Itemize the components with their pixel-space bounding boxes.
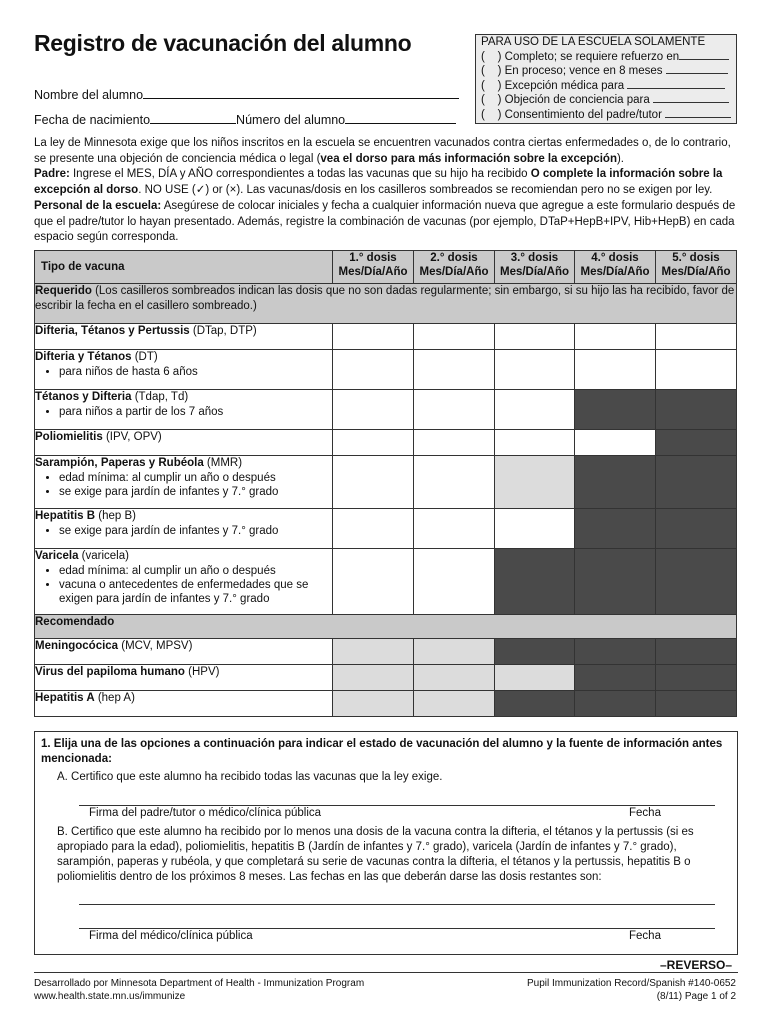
dose-cell-not-given[interactable] (575, 390, 656, 430)
birth-date-label: Fecha de nacimiento (34, 113, 151, 127)
office-item-conscientious-objection[interactable]: ( ) Objeción de conciencia para (481, 93, 731, 108)
col-dose-3: 3.° dosis Mes/Día/Año (495, 251, 575, 284)
vaccine-name: Difteria, Tétanos y Pertussis (DTap, DTP) (35, 324, 333, 350)
footer-developer: Desarrollado por Minnesota Department of Health - Immunization Program (34, 978, 365, 989)
date-b-label: Fecha (629, 930, 661, 942)
dose-cell-optional[interactable] (495, 665, 575, 691)
office-item-complete[interactable]: ( ) Completo; se requiere refuerzo en (481, 50, 731, 65)
vaccine-name: Hepatitis A (hep A) (35, 691, 333, 717)
dose-cell[interactable] (575, 324, 656, 350)
dose-cell-not-given[interactable] (656, 691, 737, 717)
dose-cell-not-given[interactable] (656, 430, 737, 456)
table-row (35, 324, 737, 350)
office-item-parent-consent[interactable]: ( ) Consentimiento del padre/tutor (481, 108, 731, 123)
col-dose-1: 1.° dosis Mes/Día/Año (333, 251, 414, 284)
dose-cell[interactable] (414, 549, 495, 615)
footer-left (34, 977, 364, 1003)
dose-cell-not-given[interactable] (656, 549, 737, 615)
table-row (35, 509, 737, 549)
student-name-line[interactable] (143, 86, 459, 99)
dose-cell-not-given[interactable] (656, 456, 737, 509)
reverse-side-note: –REVERSO– (660, 958, 733, 972)
dose-cell[interactable] (333, 390, 414, 430)
dose-cell[interactable] (495, 350, 575, 390)
footer-divider (34, 972, 738, 973)
dose-cell[interactable] (333, 350, 414, 390)
birth-date-field[interactable] (34, 111, 456, 127)
dose-cell[interactable] (414, 324, 495, 350)
required-section-label: Requerido (Los casilleros sombreados indican las dosis que no son dadas regularmente; sin embargo, si su hijo las ha recibido, favor de escribir la fecha en el casillero sombreado.) (35, 284, 737, 324)
vaccine-name: Difteria y Tétanos (DT) • para niños de hasta 6 años (35, 350, 333, 390)
table-row (35, 430, 737, 456)
col-vaccine-type: Tipo de vacuna (35, 251, 333, 284)
page-title: Registro de vacunación del alumno (34, 30, 412, 56)
vaccine-name: Virus del papiloma humano (HPV) (35, 665, 333, 691)
office-item-medical-exemption[interactable]: ( ) Excepción médica para (481, 79, 731, 94)
signature-b-label: Firma del médico/clínica pública (89, 930, 253, 942)
option-b-text: B. Certifico que este alumno ha recibido por lo menos una dosis de la vacuna contra la difteria, el tétanos y la pertussis (si es apropiado para la edad), poliomielitis, hepatitis B (Jardín de infantes y 7.° grado), varicela (Jardín de infantes y 7.° grado), sarampión, paperas y rubéola, y que completará su serie de vacunas contra la difteria, el tétanos y la pertussis, hepatitis B o poliomielitis dentro de los próximos 8 meses. Las fechas en las que deberán darse las dosis restantes son: (57, 826, 694, 883)
table-row (35, 665, 737, 691)
dose-cell[interactable] (495, 430, 575, 456)
dose-cell-optional[interactable] (333, 665, 414, 691)
vaccination-status-section (34, 731, 738, 955)
signature-a-line[interactable] (79, 805, 715, 806)
dose-cell-not-given[interactable] (575, 639, 656, 665)
dose-cell[interactable] (333, 549, 414, 615)
vaccine-name: Varicela (varicela) • edad mínima: al cumplir un año o después • vacuna o antecedentes de enfermedades que se exigen para jardín de infantes y 7.° grado (35, 549, 333, 615)
col-dose-5: 5.° dosis Mes/Día/Año (656, 251, 737, 284)
dose-cell[interactable] (414, 350, 495, 390)
dose-cell[interactable] (495, 324, 575, 350)
school-use-heading: PARA USO DE LA ESCUELA SOLAMENTE (481, 36, 706, 48)
table-header-row (35, 251, 737, 284)
school-use-box (475, 34, 737, 124)
table-row (35, 691, 737, 717)
dose-cell-optional[interactable] (414, 665, 495, 691)
col-dose-4: 4.° dosis Mes/Día/Año (575, 251, 656, 284)
dose-cell-not-given[interactable] (575, 665, 656, 691)
table-row (35, 390, 737, 430)
required-section-row (35, 284, 737, 324)
table-row (35, 549, 737, 615)
footer-url: www.health.state.mn.us/immunize (34, 991, 186, 1002)
parent-paragraph: Padre: Ingrese el MES, DÍA y AÑO correspondientes a todas las vacunas que su hijo ha recibido O complete la información sobre la excepción al dorso. NO USE (✓) or (×). Las vacunas/dosis en los casilleros sombreados se recomiendan pero no se exigen por ley. (34, 168, 723, 196)
dose-cell-optional[interactable] (495, 456, 575, 509)
dose-cell[interactable] (575, 430, 656, 456)
table-row (35, 350, 737, 390)
dose-cell-not-given[interactable] (495, 691, 575, 717)
dose-cell[interactable] (656, 324, 737, 350)
dose-cell[interactable] (333, 324, 414, 350)
dose-cell-not-given[interactable] (575, 509, 656, 549)
table-row (35, 456, 737, 509)
dose-cell-optional[interactable] (414, 691, 495, 717)
recommended-section-label: Recomendado (35, 615, 737, 639)
dose-cell[interactable] (656, 350, 737, 390)
signature-b-line[interactable] (79, 928, 715, 929)
dose-cell-optional[interactable] (333, 691, 414, 717)
dose-cell[interactable] (495, 509, 575, 549)
dose-cell[interactable] (414, 456, 495, 509)
dose-cell[interactable] (495, 390, 575, 430)
dose-cell-optional[interactable] (414, 639, 495, 665)
dose-cell-not-given[interactable] (495, 549, 575, 615)
student-number-line[interactable] (345, 111, 456, 124)
table-row (35, 639, 737, 665)
dose-cell-not-given[interactable] (656, 509, 737, 549)
vaccine-name: Poliomielitis (IPV, OPV) (35, 430, 333, 456)
dose-cell-not-given[interactable] (575, 691, 656, 717)
dose-cell-not-given[interactable] (575, 456, 656, 509)
dose-cell[interactable] (333, 509, 414, 549)
student-number-label: Número del alumno (236, 113, 346, 127)
dose-cell[interactable] (414, 390, 495, 430)
student-name-label: Nombre del alumno (34, 88, 144, 102)
date-a-label: Fecha (629, 807, 661, 819)
dose-cell-not-given[interactable] (495, 639, 575, 665)
vaccine-name: Hepatitis B (hep B) • se exige para jardín de infantes y 7.° grado (35, 509, 333, 549)
col-dose-2: 2.° dosis Mes/Día/Año (414, 251, 495, 284)
dose-cell-not-given[interactable] (575, 549, 656, 615)
dose-cell-not-given[interactable] (656, 639, 737, 665)
staff-paragraph: Personal de la escuela: Asegúrese de colocar iniciales y fecha a cualquier información nueva que agregue a este formulario después de que el padre/tutor lo hayan presentado. Además, registre la combinación de vacunas (por ejemplo, DTaP+HepB+IPV, Hib+HepB) en cada espacio según corresponda. (34, 200, 736, 243)
recommended-section-row (35, 615, 737, 639)
signature-a-label: Firma del padre/tutor o médico/clínica pública (89, 807, 322, 819)
vaccine-table (34, 250, 737, 717)
dose-cell[interactable] (575, 350, 656, 390)
dose-cell[interactable] (414, 509, 495, 549)
footer-right (527, 977, 736, 1003)
office-item-in-progress[interactable]: ( ) En proceso; vence en 8 meses (481, 64, 731, 79)
dose-cell[interactable] (414, 430, 495, 456)
status-question: 1. Elija una de las opciones a continuación para indicar el estado de vacunación del alumno y la fuente de información antes mencionada: (41, 738, 723, 765)
footer-page-number: (8/11) Page 1 of 2 (656, 991, 736, 1002)
student-name-field[interactable] (34, 86, 459, 102)
birth-date-line[interactable] (150, 111, 236, 124)
dose-cell-not-given[interactable] (656, 390, 737, 430)
option-a-text: A. Certifico que este alumno ha recibido todas las vacunas que la ley exige. (57, 771, 443, 783)
vaccine-name: Sarampión, Paperas y Rubéola (MMR) • edad mínima: al cumplir un año o después • se exige para jardín de infantes y 7.° grado (35, 456, 333, 509)
dose-cell[interactable] (333, 430, 414, 456)
dose-cell[interactable] (333, 456, 414, 509)
footer-form-id: Pupil Immunization Record/Spanish #140-0652 (526, 978, 736, 989)
remaining-dates-line[interactable] (79, 904, 715, 905)
dose-cell-optional[interactable] (333, 639, 414, 665)
dose-cell-not-given[interactable] (656, 665, 737, 691)
law-paragraph: La ley de Minnesota exige que los niños inscritos en la escuela se encuentren vacunados contra ciertas enfermedades o, de lo contrario, se presente una objeción de conciencia médica o legal (vea el dorso para más información sobre la excepción). (34, 137, 731, 165)
vaccine-name: Meningocócica (MCV, MPSV) (35, 639, 333, 665)
vaccine-name: Tétanos y Difteria (Tdap, Td) • para niños a partir de los 7 años (35, 390, 333, 430)
